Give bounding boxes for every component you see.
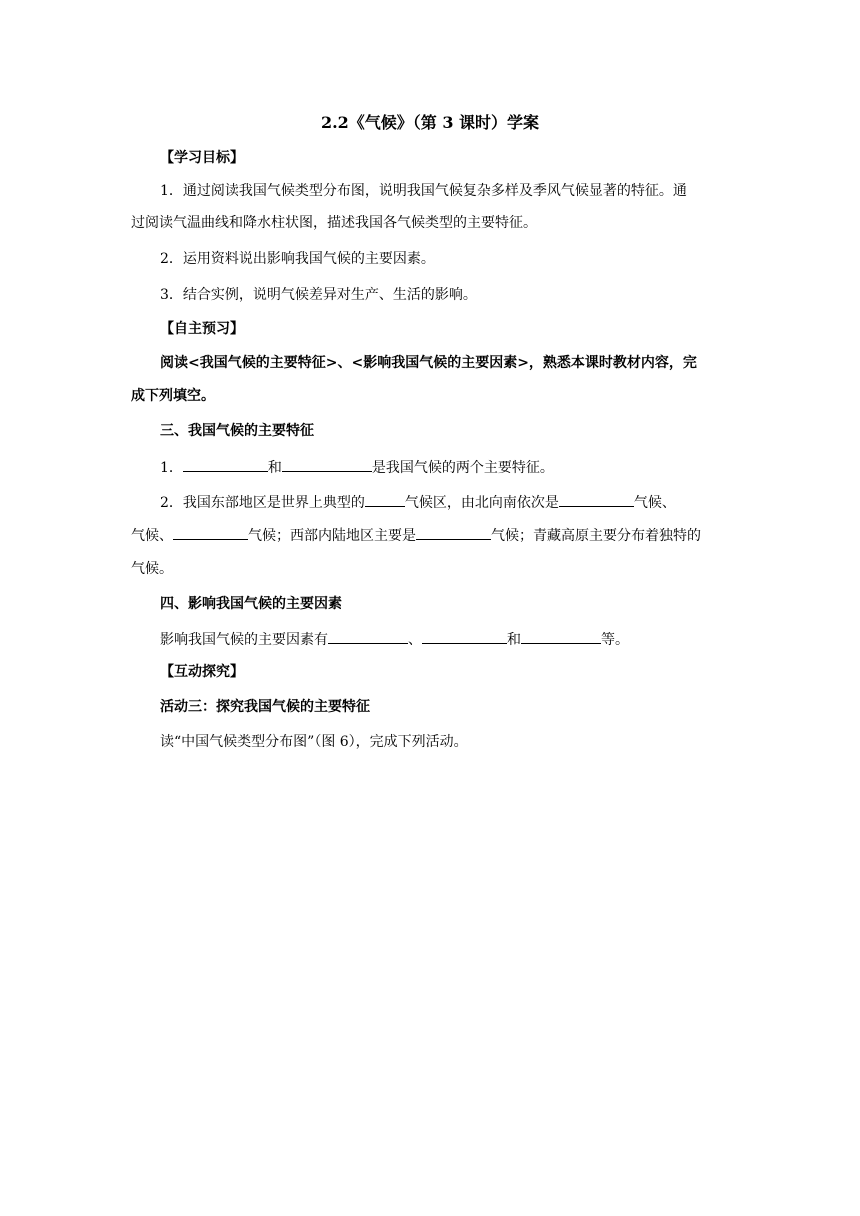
factors-blank-1[interactable]	[328, 628, 408, 644]
q2-prefix: 2．我国东部地区是世界上典型的	[160, 495, 365, 511]
q2-mid-1: 气候区，由北向南依次是	[404, 495, 559, 511]
q1-suffix: 是我国气候的两个主要特征。	[371, 460, 554, 476]
goal-3: 3．结合实例，说明气候差异对生产、生活的影响。	[160, 287, 477, 303]
q1-and: 和	[267, 460, 282, 476]
q1-prefix: 1．	[160, 460, 183, 476]
q2-blank-2[interactable]	[559, 491, 634, 507]
preview-heading: 【自主预习】	[160, 321, 244, 337]
q2-blank-4[interactable]	[416, 524, 491, 540]
part4-heading: 四、影响我国气候的主要因素	[160, 596, 342, 612]
goals-heading: 【学习目标】	[160, 150, 244, 166]
q2-mid-2: 气候、	[633, 495, 676, 511]
factors-blank-2[interactable]	[422, 628, 507, 644]
factors-suffix: 等。	[601, 632, 629, 648]
page-title: 2.2《气候》（第 3 课时）学案	[320, 113, 540, 132]
factors-blank-3[interactable]	[521, 628, 601, 644]
factors-prefix: 影响我国气候的主要因素有	[160, 632, 328, 648]
activity-text: 读“中国气候类型分布图”（图 6），完成下列活动。	[160, 734, 468, 750]
q2-blank-1[interactable]	[365, 491, 405, 507]
factors-sep: 、	[408, 632, 422, 648]
question-2-line-3: 气候。	[131, 561, 173, 577]
q2-line2-end: 气候；青藏高原主要分布着独特的	[491, 528, 701, 544]
question-2-line-1	[160, 491, 731, 513]
preview-intro-line-2: 成下列填空。	[131, 388, 215, 404]
q1-blank-2[interactable]	[282, 456, 372, 472]
q2-blank-3[interactable]	[173, 524, 248, 540]
factors-question	[160, 628, 731, 650]
goal-2: 2．运用资料说出影响我国气候的主要因素。	[160, 251, 435, 267]
question-2-line-2	[131, 524, 731, 546]
q2-line2-mid: 气候；西部内陆地区主要是	[248, 528, 416, 544]
activity-heading: 活动三：探究我国气候的主要特征	[160, 699, 370, 715]
part3-heading: 三、我国气候的主要特征	[160, 423, 314, 439]
factors-and: 和	[507, 632, 521, 648]
q2-line2-start: 气候、	[131, 528, 173, 544]
goal-1-line-1: 1．通过阅读我国气候类型分布图，说明我国气候复杂多样及季风气候显著的特征。通	[160, 183, 687, 199]
question-1	[160, 456, 731, 478]
preview-intro-line-1: 阅读<我国气候的主要特征>、<影响我国气候的主要因素>，熟悉本课时教材内容，完	[160, 355, 697, 371]
goal-1-line-2: 过阅读气温曲线和降水柱状图，描述我国各气候类型的主要特征。	[131, 215, 537, 231]
explore-heading: 【互动探究】	[160, 664, 244, 680]
q1-blank-1[interactable]	[183, 456, 268, 472]
